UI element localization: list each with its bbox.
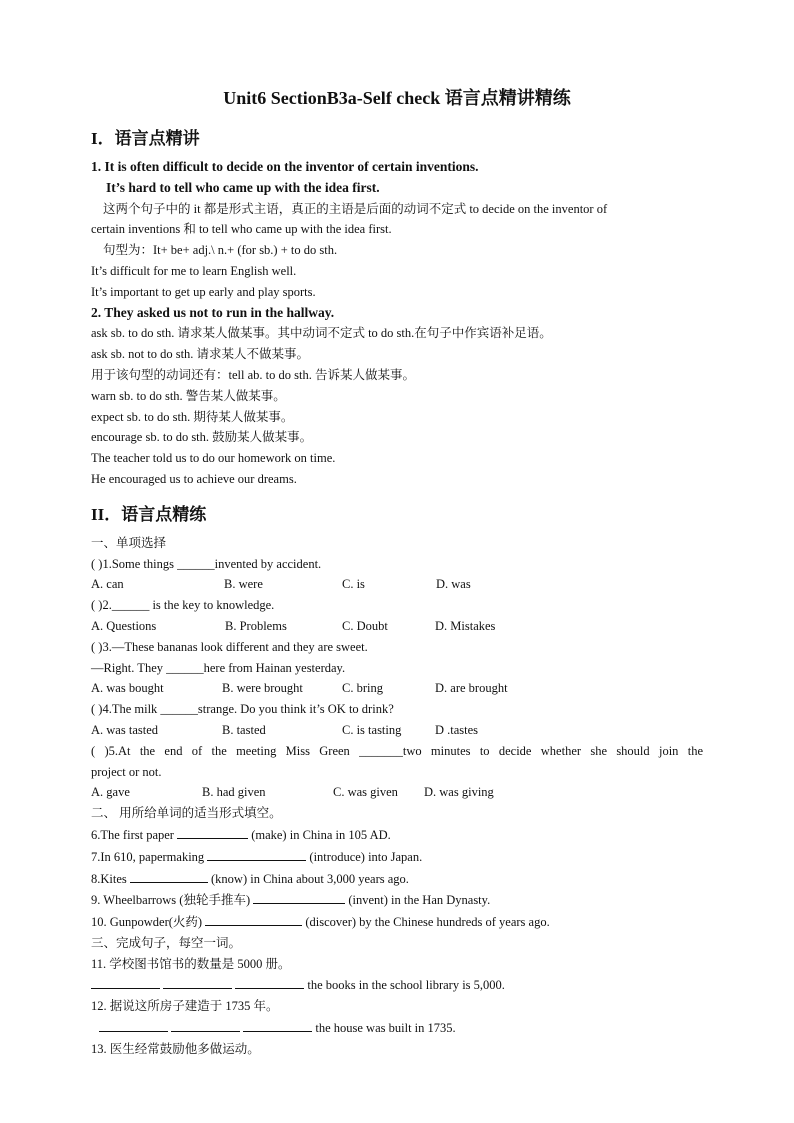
point-2-line: expect sb. to do sth. 期待某人做某事。 (91, 409, 294, 424)
point-2-line: ask sb. not to do sth. 请求某人不做某事。 (91, 347, 310, 362)
answer-blank[interactable] (130, 868, 208, 883)
point-1-example: It’s difficult for me to learn English well. (91, 263, 297, 278)
fill-question-6 (91, 824, 703, 846)
document-title: Unit6 SectionB3a-Self check 语言点精讲精练 (223, 88, 571, 108)
question-4-stem: ( )4.The milk ______strange. Do you think it’s OK to drink? (91, 702, 394, 717)
point-1-heading-b: It’s hard to tell who came up with the idea first. (106, 179, 380, 195)
option-d: D. are brought (435, 681, 508, 696)
sentence-12-chinese: 12. 据说这所房子建造于 1735 年。 (91, 999, 279, 1014)
point-2-line: encourage sb. to do sth. 鼓励某人做某事。 (91, 430, 313, 445)
option-c: C. Doubt (342, 618, 388, 633)
option-a: A. was bought (91, 681, 164, 696)
fill-question-8 (91, 868, 703, 890)
answer-blank[interactable] (171, 1017, 240, 1032)
question-1-options (91, 574, 703, 595)
fill-question-text: (know) in China about 3,000 years ago. (207, 871, 409, 886)
option-a: A. can (91, 577, 124, 592)
question-3-stem: ( )3.—These bananas look different and they are sweet. (91, 639, 368, 654)
fill-question-text: 7.In 610, papermaking (91, 849, 208, 864)
sentence-12-english (91, 1017, 703, 1039)
option-c: C. was given (333, 785, 398, 800)
point-1-pattern: 句型为：It+ be+ adj.\ n.+ (for sb.) + to do sth. (103, 243, 338, 258)
option-a: A. Questions (91, 618, 157, 633)
option-b: B. were brought (222, 681, 303, 696)
point-2-line: ask sb. to do sth. 请求某人做某事。其中动词不定式 to do sth.在句子中作宾语补足语。 (91, 326, 552, 341)
option-d: D. Mistakes (435, 618, 496, 633)
option-d: D. was (436, 577, 471, 592)
question-5-stem-cont: project or not. (91, 764, 162, 779)
answer-blank[interactable] (207, 846, 306, 861)
point-1-explanation: 这两个句子中的 it 都是形式主语，真正的主语是后面的动词不定式 to decide on the inventor of (103, 201, 608, 216)
point-2-heading: 2. They asked us not to run in the hallway. (91, 304, 335, 320)
point-2-line: warn sb. to do sth. 警告某人做某事。 (91, 388, 286, 403)
question-3-options (91, 678, 703, 699)
fill-question-7 (91, 846, 703, 868)
sentence-text: the house was built in 1735. (312, 1021, 456, 1036)
answer-blank[interactable] (99, 1017, 168, 1032)
answer-blank[interactable] (177, 824, 248, 839)
option-d: D .tastes (435, 722, 479, 737)
question-2-stem: ( )2.______ is the key to knowledge. (91, 598, 275, 613)
option-b: B. were (224, 577, 263, 592)
point-2-line: 用于该句型的动词还有：tell ab. to do sth. 告诉某人做某事。 (91, 367, 415, 382)
point-1-example: It’s important to get up early and play sports. (91, 284, 316, 299)
fill-question-text: (invent) in the Han Dynasty. (345, 893, 491, 908)
part-3-heading: 三、完成句子，每空一词。 (91, 935, 242, 950)
question-3-stem-cont: —Right. They ______here from Hainan yesterday. (91, 660, 346, 675)
fill-question-text: (make) in China in 105 AD. (248, 827, 391, 842)
option-a: A. gave (91, 785, 130, 800)
answer-blank[interactable] (205, 911, 302, 926)
option-c: C. is tasting (342, 722, 402, 737)
question-4-options (91, 720, 703, 741)
point-1-explanation-cont: certain inventions 和 to tell who came up with the idea first. (91, 222, 392, 237)
question-2-options (91, 616, 703, 637)
point-2-example: The teacher told us to do our homework on time. (91, 451, 336, 466)
fill-question-9 (91, 889, 703, 911)
sentence-11-english (91, 974, 703, 996)
option-c: C. is (342, 577, 365, 592)
sentence-11-chinese: 11. 学校图书馆书的数量是 5000 册。 (91, 956, 291, 971)
question-5-options (91, 782, 703, 803)
option-b: B. had given (202, 785, 266, 800)
section-heading-explanations: I．语言点精讲 (91, 129, 200, 148)
part-2-heading: 二、 用所给单词的适当形式填空。 (91, 806, 282, 821)
fill-question-text: 8.Kites (91, 871, 130, 886)
answer-blank[interactable] (235, 974, 304, 989)
option-a: A. was tasted (91, 722, 158, 737)
sentence-13-chinese: 13. 医生经常鼓励他多做运动。 (91, 1041, 260, 1056)
option-b: B. tasted (222, 722, 266, 737)
document-page (91, 84, 703, 1060)
question-1-stem: ( )1.Some things ______invented by accident. (91, 556, 322, 571)
answer-blank[interactable] (163, 974, 232, 989)
fill-question-text: 6.The first paper (91, 827, 178, 842)
part-1-heading: 一、单项选择 (91, 535, 167, 550)
option-b: B. Problems (225, 618, 287, 633)
fill-question-text: (discover) by the Chinese hundreds of years ago. (302, 915, 550, 930)
point-1-heading: 1. It is often difficult to decide on the inventor of certain inventions. (91, 159, 479, 174)
fill-question-10 (91, 911, 703, 933)
fill-question-text: 9. Wheelbarrows (独轮手推车) (91, 893, 254, 908)
option-d: D. was giving (424, 785, 494, 800)
answer-blank[interactable] (243, 1017, 312, 1032)
question-5-stem: ( )5.At the end of the meeting Miss Green _______two minutes to decide whether she should join the (91, 743, 703, 758)
point-2-example: He encouraged us to achieve our dreams. (91, 471, 297, 486)
answer-blank[interactable] (91, 974, 160, 989)
fill-question-text: 10. Gunpowder(火药) (91, 915, 206, 930)
option-c: C. bring (342, 681, 383, 696)
section-heading-exercises: II．语言点精练 (91, 504, 207, 524)
sentence-text: the books in the school library is 5,000. (304, 978, 505, 993)
answer-blank[interactable] (253, 889, 345, 904)
fill-question-text: (introduce) into Japan. (306, 849, 423, 864)
